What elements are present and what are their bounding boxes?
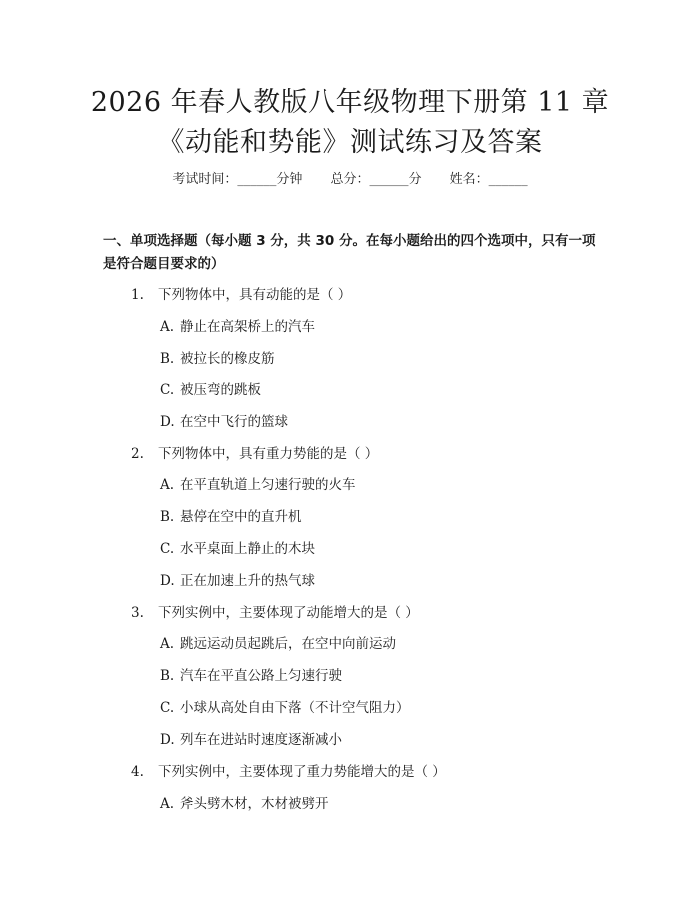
exam-time (172, 172, 302, 187)
option-letter: A. (160, 636, 175, 652)
question-number: 4. (131, 764, 144, 780)
question-1 (131, 283, 351, 303)
question-3 (131, 601, 419, 621)
exam-time-unit: 分钟 (276, 172, 303, 187)
option-1d (160, 410, 288, 430)
option-letter: D. (160, 732, 175, 748)
option-letter: A. (160, 319, 175, 335)
question-2 (131, 442, 378, 462)
total-score-label: 总分： (330, 172, 370, 187)
option-2a (160, 473, 356, 493)
document-title-line2: 《动能和势能》测试练习及答案 (157, 127, 543, 158)
option-letter: B. (160, 509, 175, 525)
option-3a (160, 632, 396, 652)
option-letter: B. (160, 668, 175, 684)
option-1c (160, 378, 261, 398)
option-text: 悬停在空中的直升机 (180, 509, 302, 525)
option-text: 列车在进站时速度逐渐减小 (180, 732, 342, 748)
option-1a (160, 315, 315, 335)
option-3d (160, 728, 342, 748)
option-text: 水平桌面上静止的木块 (180, 541, 315, 557)
total-score-unit: 分 (408, 172, 422, 187)
exam-info (0, 168, 700, 187)
student-name (450, 172, 528, 187)
document-title-line1: 2026 年春人教版八年级物理下册第 11 章 (90, 87, 610, 118)
option-1b (160, 347, 275, 367)
option-2c (160, 537, 315, 557)
option-text: 静止在高架桥上的汽车 (180, 319, 315, 335)
option-text: 被压弯的跳板 (180, 382, 261, 398)
option-text: 在空中飞行的篮球 (180, 414, 288, 430)
option-2d (160, 569, 315, 589)
option-letter: C. (160, 382, 175, 398)
exam-time-label: 考试时间： (172, 172, 238, 187)
option-text: 在平直轨道上匀速行驶的火车 (180, 477, 356, 493)
question-number: 2. (131, 446, 144, 462)
option-letter: C. (160, 700, 175, 716)
question-number: 3. (131, 605, 144, 621)
option-4a (160, 792, 329, 812)
section-heading: 一、单项选择题（每小题 3 分，共 30 分。在每小题给出的四个选项中，只有一项是符合题目要求的） (103, 233, 596, 272)
student-name-blank: ______ (488, 172, 528, 187)
option-3b (160, 664, 342, 684)
option-text: 正在加速上升的热气球 (180, 573, 315, 589)
question-number: 1. (131, 287, 144, 303)
total-score-blank: ______ (369, 172, 409, 187)
question-text: 下列实例中，主要体现了重力势能增大的是（ ） (158, 764, 446, 780)
exam-time-blank: ______ (237, 172, 277, 187)
question-text: 下列物体中，具有动能的是（ ） (158, 287, 352, 303)
option-text: 汽车在平直公路上匀速行驶 (180, 668, 342, 684)
student-name-label: 姓名： (449, 172, 489, 187)
option-letter: A. (160, 477, 175, 493)
option-letter: A. (160, 796, 175, 812)
question-text: 下列物体中，具有重力势能的是（ ） (158, 446, 379, 462)
option-3c (160, 696, 410, 716)
option-2b (160, 505, 302, 525)
question-4 (131, 760, 446, 780)
option-text: 跳远运动员起跳后，在空中向前运动 (180, 636, 396, 652)
option-text: 斧头劈木材，木材被劈开 (180, 796, 329, 812)
option-text: 小球从高处自由下落（不计空气阻力） (180, 700, 410, 716)
option-text: 被拉长的橡皮筋 (180, 351, 275, 367)
option-letter: B. (160, 351, 175, 367)
option-letter: C. (160, 541, 175, 557)
option-letter: D. (160, 414, 175, 430)
total-score (330, 172, 421, 187)
question-text: 下列实例中，主要体现了动能增大的是（ ） (158, 605, 419, 621)
option-letter: D. (160, 573, 175, 589)
